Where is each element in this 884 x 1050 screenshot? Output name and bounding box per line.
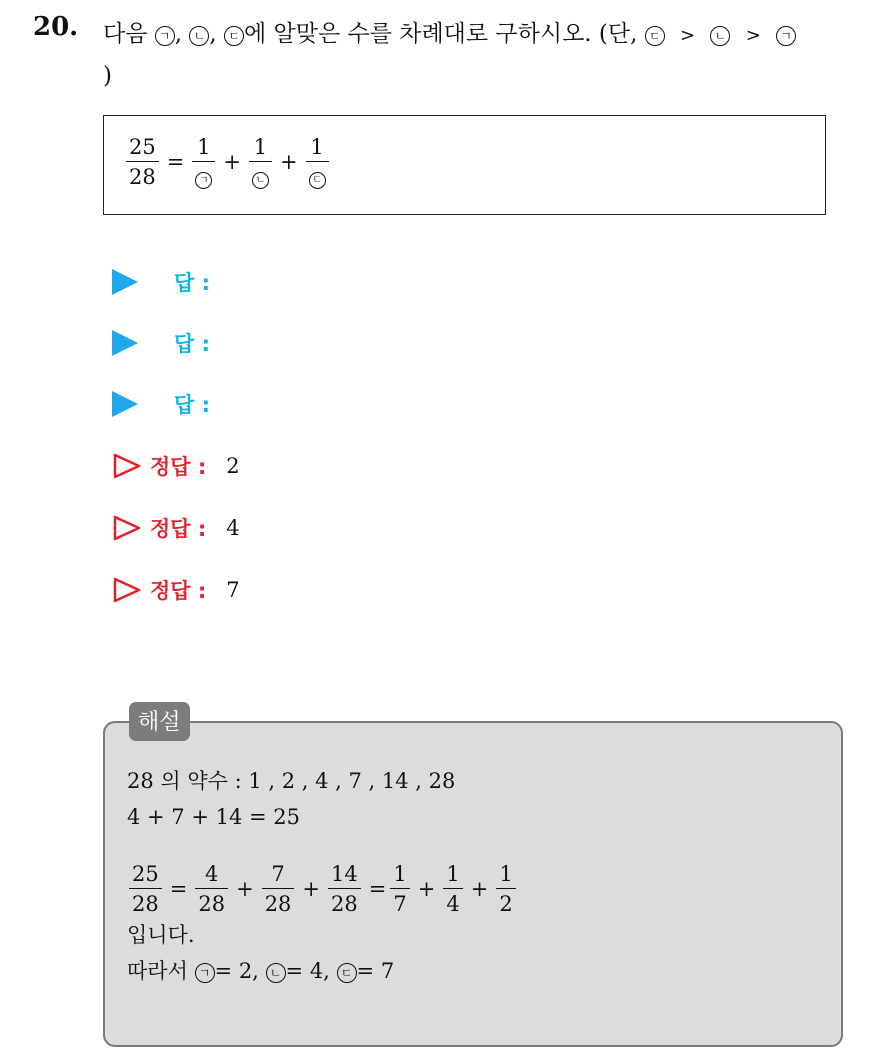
- fraction: $\frac{1}{7}$: [390, 861, 409, 917]
- circle-digeut-icon: ㄷ: [337, 963, 357, 983]
- fraction: $\frac{25}{28}$: [129, 861, 162, 917]
- correct-value: 7: [226, 578, 240, 602]
- fraction: $\frac{1}{\text{ㄴ}}$: [249, 134, 272, 190]
- explanation-tag: 해설: [129, 702, 190, 741]
- circle-giyeok-icon: ㄱ: [195, 172, 212, 189]
- play-arrow-icon: [112, 330, 138, 356]
- question-text: [103, 14, 873, 96]
- fraction: $\frac{4}{28}$: [195, 861, 228, 917]
- answer-field-1[interactable]: [112, 265, 210, 299]
- circle-digeut-icon: ㄷ: [645, 26, 665, 46]
- correct-answer-2: [112, 511, 240, 545]
- fraction: $\frac{1}{2}$: [496, 861, 515, 917]
- correct-label: 정답 :: [150, 517, 207, 541]
- outline-arrow-icon: [112, 576, 142, 604]
- circle-nieun-icon: ㄴ: [252, 172, 269, 189]
- answer-label: 답 :: [174, 271, 210, 295]
- divisors-line: 28 의 약수 : 1 , 2 , 4 , 7 , 14 , 28: [127, 769, 456, 793]
- fraction: $\frac{7}{28}$: [262, 861, 295, 917]
- answer-field-3[interactable]: [112, 387, 210, 421]
- sum-line: 4 + 7 + 14 = 25: [127, 805, 301, 829]
- explanation-equation: $\frac{25}{28}$ = $\frac{4}{28}$ + $\frac{7}{28}$ + $\frac{14}{28}$ = $\frac{1}{7}$ + $\frac{1}{4}$ + $\frac{1}{2}$: [127, 861, 518, 917]
- fraction: $\frac{14}{28}$: [328, 861, 361, 917]
- equation: $\frac{25}{28}$ = $\frac{1}{\text{ㄱ}}$ + $\frac{1}{\text{ㄴ}}$ + $\frac{1}{\text{ㄷ}}$: [124, 134, 331, 190]
- greater-than: >: [680, 25, 696, 46]
- correct-value: 4: [226, 516, 240, 540]
- fraction: $\frac{1}{\text{ㄷ}}$: [306, 134, 329, 190]
- circle-giyeok-icon: ㄱ: [776, 26, 796, 46]
- circle-nieun-icon: ㄴ: [710, 26, 730, 46]
- correct-label: 정답 :: [150, 455, 207, 479]
- answer-field-2[interactable]: [112, 326, 210, 360]
- fraction: $\frac{1}{\text{ㄱ}}$: [192, 134, 215, 190]
- comma: ,: [174, 21, 183, 47]
- answer-label: 답 :: [174, 332, 210, 356]
- comma: ,: [209, 21, 217, 47]
- question-body: 에 알맞은 수를 차례대로 구하시오. (단,: [244, 21, 638, 47]
- correct-value: 2: [226, 454, 240, 478]
- circle-digeut-icon: ㄷ: [309, 172, 326, 189]
- circle-nieun-icon: ㄴ: [266, 963, 286, 983]
- play-arrow-icon: [112, 269, 138, 295]
- question-prefix: 다음: [103, 21, 148, 47]
- circle-digeut-icon: ㄷ: [224, 26, 244, 46]
- circle-giyeok-icon: ㄱ: [155, 26, 175, 46]
- correct-answer-3: [112, 573, 240, 607]
- closing-paren: ): [103, 63, 112, 89]
- circle-nieun-icon: ㄴ: [189, 26, 209, 46]
- answer-label: 답 :: [174, 393, 210, 417]
- explanation-body: [127, 763, 518, 989]
- outline-arrow-icon: [112, 514, 142, 542]
- outline-arrow-icon: [112, 452, 142, 480]
- equation-box: [103, 115, 826, 215]
- question-number: 20.: [33, 12, 79, 42]
- spacer: [127, 835, 518, 857]
- fraction: $\frac{25}{28}$: [126, 134, 159, 190]
- correct-answer-1: [112, 449, 240, 483]
- circle-giyeok-icon: ㄱ: [195, 963, 215, 983]
- conclusion-line: 입니다.: [127, 923, 195, 947]
- greater-than: >: [745, 25, 761, 46]
- correct-label: 정답 :: [150, 579, 207, 603]
- final-answer-line: 따라서 ㄱ = 2, ㄴ = 4, ㄷ = 7: [127, 959, 395, 983]
- fraction: $\frac{1}{4}$: [443, 861, 462, 917]
- play-arrow-icon: [112, 391, 138, 417]
- explanation-box: [103, 721, 843, 1047]
